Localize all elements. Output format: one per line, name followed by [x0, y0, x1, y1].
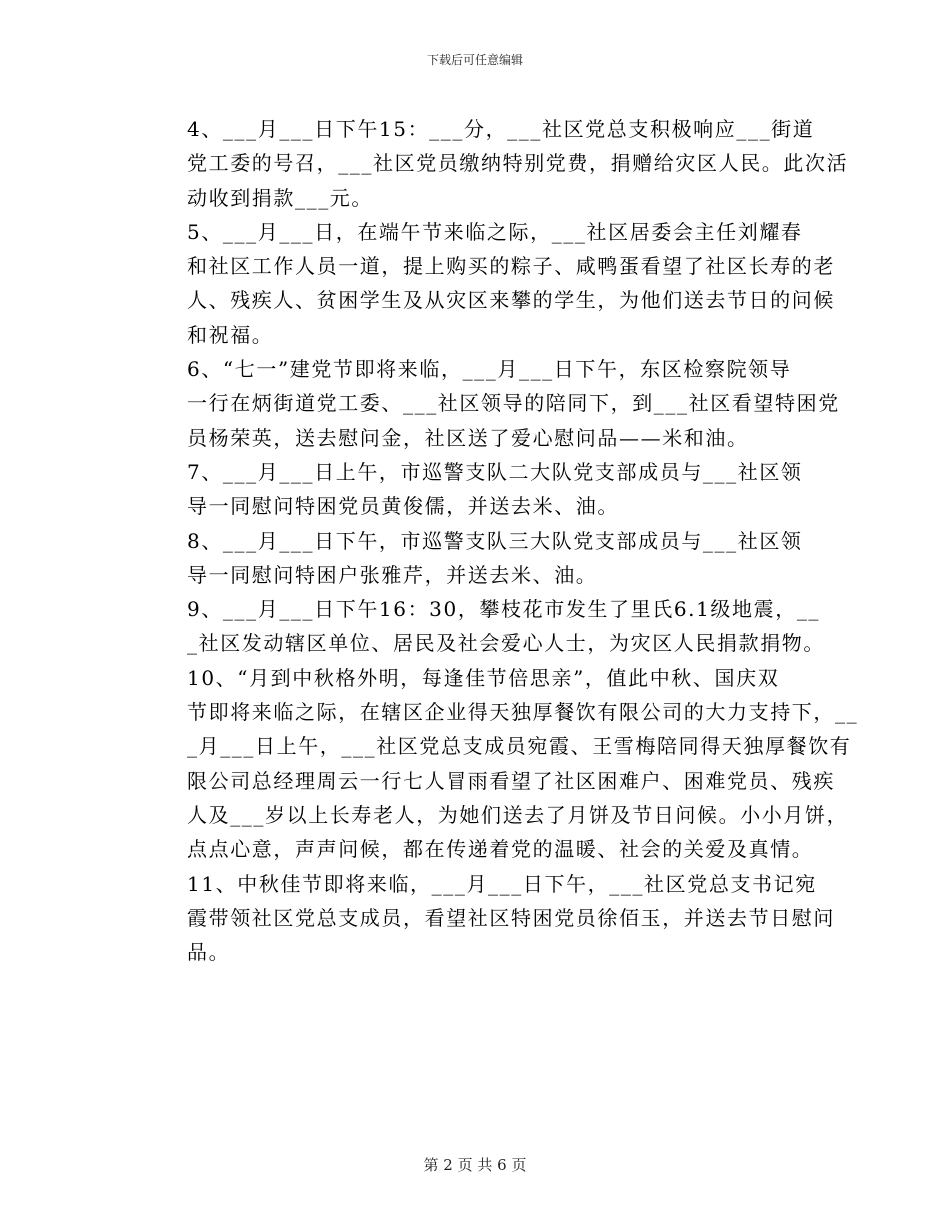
- text-line: 品。: [187, 940, 231, 965]
- paragraph-item-4: [141, 112, 849, 215]
- paragraph-item-7: [141, 455, 811, 524]
- paragraph-item-11: [141, 867, 835, 970]
- text-line: 节即将来临之际，在辖区企业得天独厚餐饮有限公司的大力支持下，__: [187, 700, 859, 725]
- document-body: [141, 112, 859, 969]
- paragraph-item-5: [141, 215, 835, 352]
- text-line: 员杨荣英，送去慰问金，社区送了爱心慰问品——米和油。: [187, 425, 749, 450]
- text-line: 和社区工作人员一道，提上购买的粽子、咸鸭蛋看望了社区长寿的老: [187, 254, 835, 279]
- text-line: 7、___月___日上午，市巡警支队二大队党支部成员与___社区领: [187, 459, 803, 484]
- page-header: 下载后可任意编辑: [426, 53, 523, 67]
- text-line: 一行在炳街道党工委、___社区领导的陪同下，到___社区看望特困党: [187, 391, 840, 416]
- paragraph-item-9: [141, 592, 825, 661]
- text-line: 10、“月到中秋格外明，每逢佳节倍思亲”，值此中秋、国庆双: [187, 665, 780, 690]
- text-line: 4、___月___日下午15：___分，___社区党总支积极响应___街道: [187, 117, 815, 141]
- text-line: 霞带领社区党总支成员，看望社区特困党员徐佰玉，并送去节日慰问: [187, 905, 835, 930]
- text-line: 5、___月___日，在端午节来临之际，___社区居委会主任刘耀春: [187, 219, 803, 244]
- paragraph-item-10: [141, 661, 859, 867]
- paragraph-item-6: [141, 352, 840, 455]
- text-line: 点点心意，声声问候，都在传递着党的温暖、社会的关爱及真情。: [187, 837, 814, 862]
- text-line: 6、“七一”建党节即将来临，___月___日下午，东区检察院领导: [187, 357, 792, 382]
- page-footer: 第 2 页 共 6 页: [423, 1156, 527, 1174]
- text-line: 限公司总经理周云一行七人冒雨看望了社区困难户、困难党员、残疾: [187, 768, 835, 793]
- text-line: 9、___月___日下午16：30，攀枝花市发生了里氏6.1级地震，__: [187, 597, 821, 622]
- text-line: 导一同慰问特困党员黄俊儒，并送去米、油。: [187, 494, 619, 519]
- text-line: 人及___岁以上长寿老人，为她们送去了月饼及节日问候。小小月饼，: [187, 802, 849, 827]
- text-line: _月___日上午，___社区党总支成员宛霞、王雪梅陪同得天独厚餐饮有: [187, 734, 852, 759]
- text-line: 导一同慰问特困户张雅芹，并送去米、油。: [187, 562, 598, 587]
- text-line: 动收到捐款___元。: [187, 185, 373, 210]
- text-line: 党工委的号召，___社区党员缴纳特别党费，捐赠给灾区人民。此次活: [187, 151, 849, 176]
- text-line: 8、___月___日下午，市巡警支队三大队党支部成员与___社区领: [187, 528, 803, 553]
- text-line: 和祝福。: [187, 322, 274, 347]
- text-line: 人、残疾人、贫困学生及从灾区来攀的学生，为他们送去节日的问候: [187, 288, 835, 313]
- paragraph-item-8: [141, 524, 811, 593]
- text-line: 11、中秋佳节即将来临，___月___日下午，___社区党总支书记宛: [187, 871, 817, 896]
- text-line: _社区发动辖区单位、居民及社会爱心人士，为灾区人民捐款捐物。: [187, 631, 825, 656]
